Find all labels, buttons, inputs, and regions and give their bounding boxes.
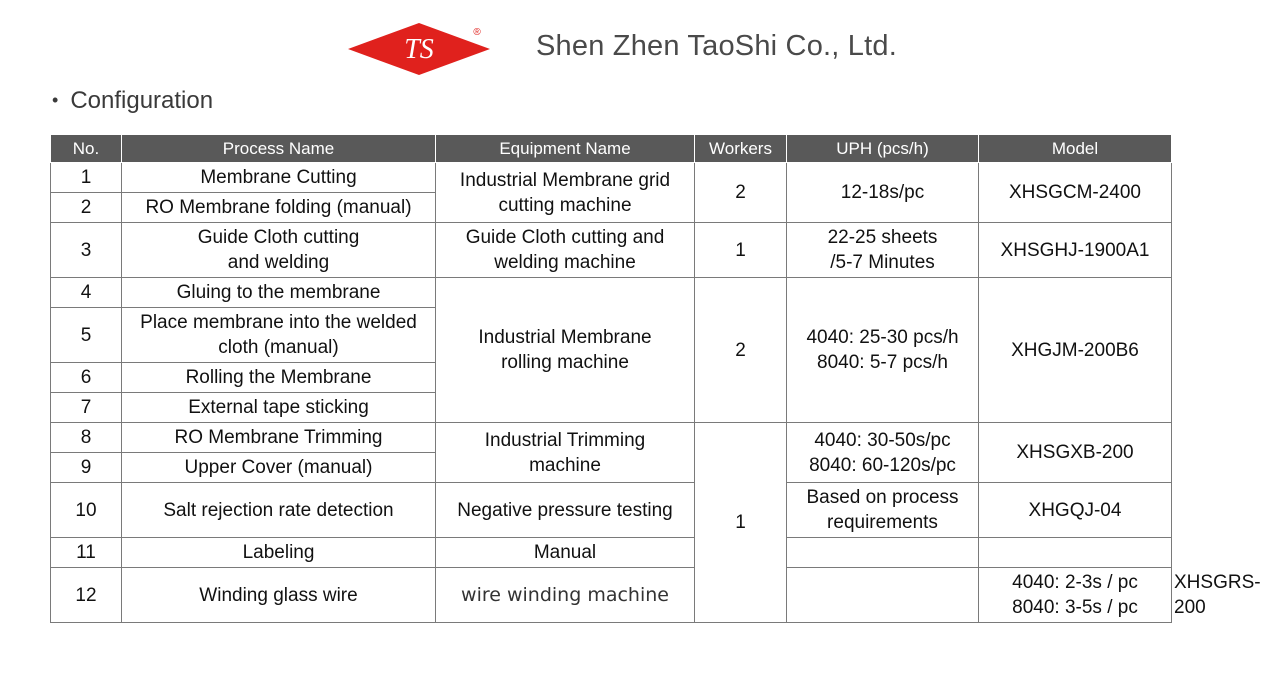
table-row (51, 423, 1172, 453)
cell-no: 6 (51, 363, 122, 393)
cell-no: 11 (51, 538, 122, 568)
cell-no: 3 (51, 223, 122, 278)
cell-equipment: Industrial Trimming machine (436, 423, 695, 483)
svg-text:TS: TS (404, 34, 434, 65)
cell-equipment: Manual (436, 538, 695, 568)
cell-uph: 12-18s/pc (787, 163, 979, 223)
configuration-table (50, 134, 1261, 623)
cell-process: Gluing to the membrane (122, 278, 436, 308)
cell-process: Guide Cloth cutting and welding (122, 223, 436, 278)
cell-model: XHGJM-200B6 (979, 278, 1172, 423)
cell-equipment: Negative pressure testing (436, 483, 695, 538)
cell-model: XHSGCM-2400 (979, 163, 1172, 223)
cell-no: 5 (51, 308, 122, 363)
cell-workers: 2 (695, 278, 787, 423)
cell-workers: 1 (695, 223, 787, 278)
table-row (51, 483, 1172, 538)
cell-no: 10 (51, 483, 122, 538)
col-header-workers: Workers (695, 135, 787, 163)
cell-workers: 2 (695, 163, 787, 223)
bullet-icon: • (52, 90, 59, 110)
cell-model: XHSGHJ-1900A1 (979, 223, 1172, 278)
cell-no: 4 (51, 278, 122, 308)
cell-no: 7 (51, 393, 122, 423)
cell-no: 8 (51, 423, 122, 453)
table-row (51, 223, 1172, 278)
table-row: 12 Winding glass wire wire winding machine 4040: 2-3s / pc 8040: 3-5s / pc XHSGRS-200 (51, 568, 1172, 623)
col-header-no: No. (51, 135, 122, 163)
cell-process: Labeling (122, 538, 436, 568)
table-row (51, 278, 1172, 308)
cell-no: 1 (51, 163, 122, 193)
company-logo (346, 22, 492, 76)
cell-model: XHSGXB-200 (979, 423, 1172, 483)
cell-equipment: Industrial Membrane grid cutting machine (436, 163, 695, 223)
cell-equipment: Guide Cloth cutting and welding machine (436, 223, 695, 278)
cell-uph (787, 538, 979, 568)
cell-uph: Based on process requirements (787, 483, 979, 538)
cell-no: 9 (51, 453, 122, 483)
cell-equipment: wire winding machine (436, 568, 695, 623)
cell-process: RO Membrane Trimming (122, 423, 436, 453)
cell-process: Rolling the Membrane (122, 363, 436, 393)
table-row (51, 163, 1172, 193)
table-row (51, 538, 1172, 568)
cell-process: Winding glass wire (122, 568, 436, 623)
cell-workers: 1 (695, 423, 787, 623)
section-title-text: Configuration (70, 87, 214, 114)
cell-uph: 4040: 2-3s / pc 8040: 3-5s / pc (979, 568, 1172, 623)
col-header-equipment: Equipment Name (436, 135, 695, 163)
company-name: Shen Zhen TaoShi Co., Ltd. (536, 30, 897, 62)
cell-no: 2 (51, 193, 122, 223)
cell-no: 12 (51, 568, 122, 623)
cell-process: Upper Cover (manual) (122, 453, 436, 483)
col-header-process: Process Name (122, 135, 436, 163)
cell-model (979, 538, 1172, 568)
cell-process: Membrane Cutting (122, 163, 436, 193)
svg-text:®: ® (473, 27, 481, 38)
col-header-model: Model (979, 135, 1172, 163)
cell-uph: 22-25 sheets /5-7 Minutes (787, 223, 979, 278)
cell-workers (787, 568, 979, 623)
cell-process: Salt rejection rate detection (122, 483, 436, 538)
cell-process: External tape sticking (122, 393, 436, 423)
cell-equipment: Industrial Membrane rolling machine (436, 278, 695, 423)
cell-process: RO Membrane folding (manual) (122, 193, 436, 223)
col-header-uph: UPH (pcs/h) (787, 135, 979, 163)
section-title (52, 87, 213, 115)
cell-model: XHGQJ-04 (979, 483, 1172, 538)
cell-uph: 4040: 25-30 pcs/h 8040: 5-7 pcs/h (787, 278, 979, 423)
cell-uph: 4040: 30-50s/pc 8040: 60-120s/pc (787, 423, 979, 483)
table-header-row (51, 135, 1172, 163)
cell-process: Place membrane into the welded cloth (manual) (122, 308, 436, 363)
